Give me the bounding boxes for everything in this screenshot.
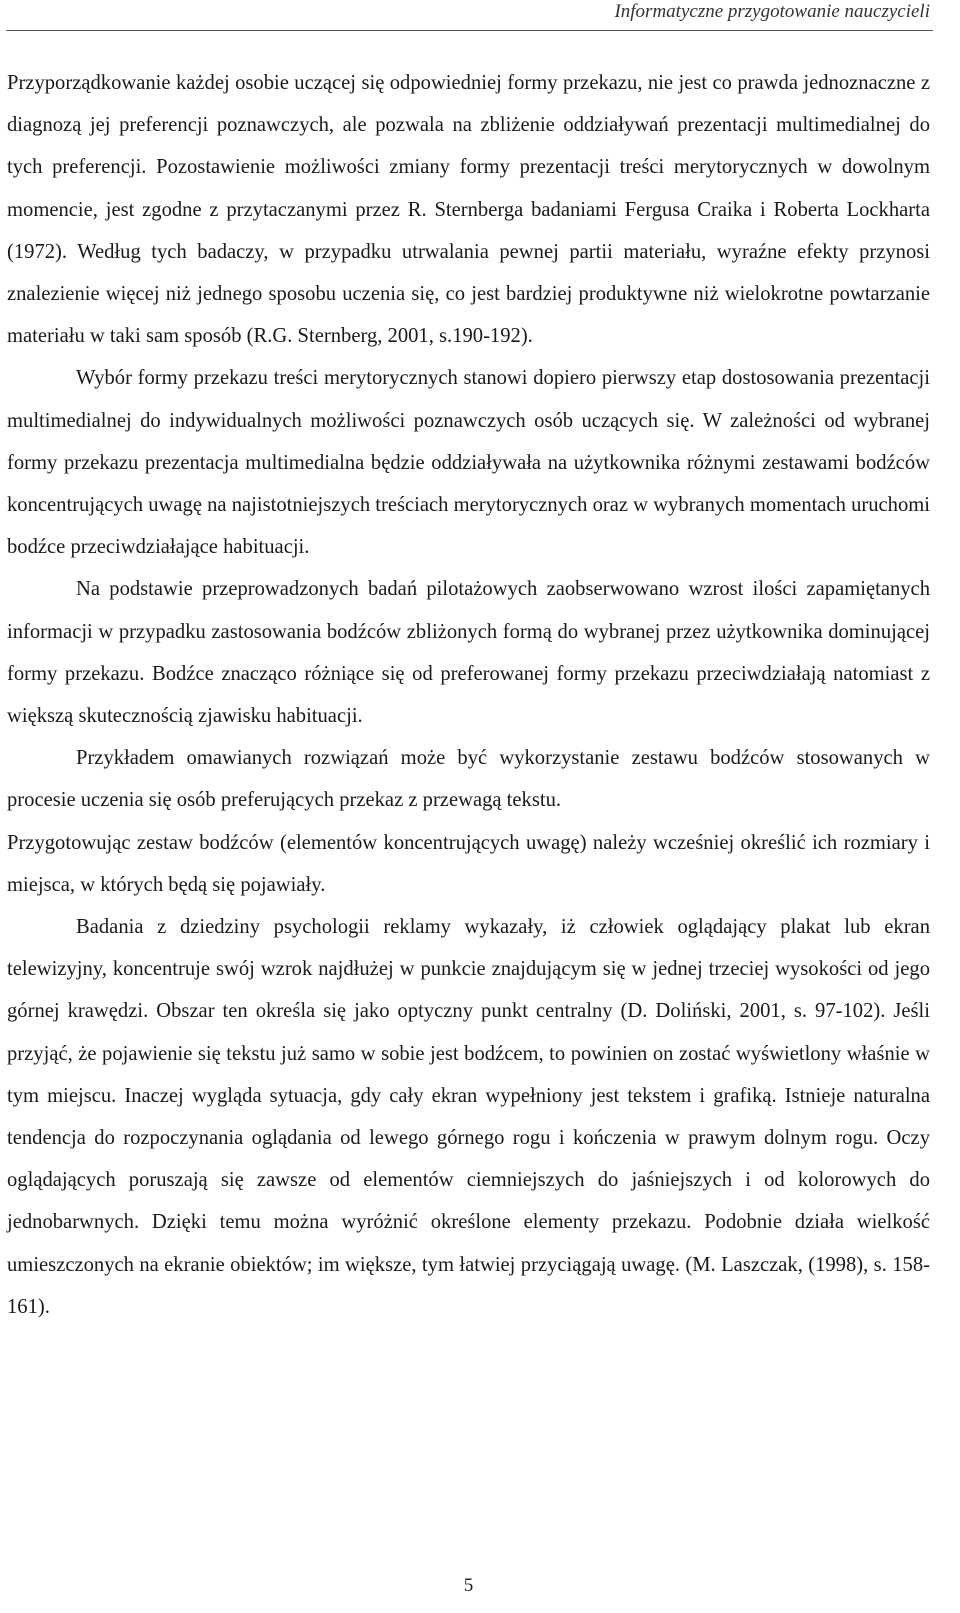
paragraph-4: Przykładem omawianych rozwiązań może być wykorzystanie zestawu bodźców stosowanych w procesie uczenia się osób preferujących przekaz z przewagą tekstu.	[7, 747, 930, 812]
paragraph-1: Przyporządkowanie każdej osobie uczącej się odpowiedniej formy przekazu, nie jest co prawda jednoznaczne z diagnozą jej preferencji poznawczych, ale pozwala na zbliżenie oddziaływań prezentacji multimedialnej do tych preferencji. Pozostawienie możliwości zmiany formy prezentacji treści merytorycznych w dowolnym momencie, jest zgodne z przytaczanymi przez R. Sternberga badaniami Fergusa Craika i Roberta Lockharta (1972). Według tych badaczy, w przypadku utrwalania pewnej partii materiału, wyraźne efekty przynosi znalezienie więcej niż jednego sposobu uczenia się, co jest bardziej produktywne niż wielokrotne powtarzanie materiału w taki sam sposób (R.G. Sternberg, 2001, s.190-192).	[7, 72, 930, 348]
document-body	[7, 62, 930, 1328]
header-divider	[6, 30, 933, 31]
page-number: 5	[463, 1575, 474, 1596]
paragraph-5: Przygotowując zestaw bodźców (elementów koncentrujących uwagę) należy wcześniej określić ich rozmiary i miejsca, w których będą się pojawiały.	[7, 831, 930, 896]
running-header-title: Informatyczne przygotowanie nauczycieli	[614, 1, 930, 22]
paragraph-2: Wybór formy przekazu treści merytorycznych stanowi dopiero pierwszy etap dostosowania prezentacji multimedialnej do indywidualnych możliwości poznawczych osób uczących się. W zależności od wybranej formy przekazu prezentacja multimedialna będzie oddziaływała na użytkownika różnymi zestawami bodźców koncentrujących uwagę na najistotniejszych treściach merytorycznych oraz w wybranych momentach uruchomi bodźce przeciwdziałające habituacji.	[7, 367, 930, 559]
paragraph-6: Badania z dziedziny psychologii reklamy wykazały, iż człowiek oglądający plakat lub ekran telewizyjny, koncentruje swój wzrok najdłużej w punkcie znajdującym się w jednej trzeciej wysokości od jego górnej krawędzi. Obszar ten określa się jako optyczny punkt centralny (D. Doliński, 2001, s. 97-102). Jeśli przyjąć, że pojawienie się tekstu już samo w sobie jest bodźcem, to powinien on zostać wyświetlony właśnie w tym miejscu. Inaczej wygląda sytuacja, gdy cały ekran wypełniony jest tekstem i grafiką. Istnieje naturalna tendencja do rozpoczynania oglądania od lewego górnego rogu i kończenia w prawym dolnym rogu. Oczy oglądających poruszają się zawsze od elementów ciemniejszych do jaśniejszych i od kolorowych do jednobarwnych. Dzięki temu można wyróżnić określone elementy przekazu. Podobnie działa wielkość umieszczonych na ekranie obiektów; im większe, tym łatwiej przyciągają uwagę. (M. Laszczak, (1998), s. 158-161).	[7, 916, 930, 1318]
paragraph-3: Na podstawie przeprowadzonych badań pilotażowych zaobserwowano wzrost ilości zapamiętanych informacji w przypadku zastosowania bodźców zbliżonych formą do wybranej przez użytkownika dominującej formy przekazu. Bodźce znacząco różniące się od preferowanej formy przekazu przeciwdziałają natomiast z większą skutecznością zjawisku habituacji.	[7, 578, 930, 728]
